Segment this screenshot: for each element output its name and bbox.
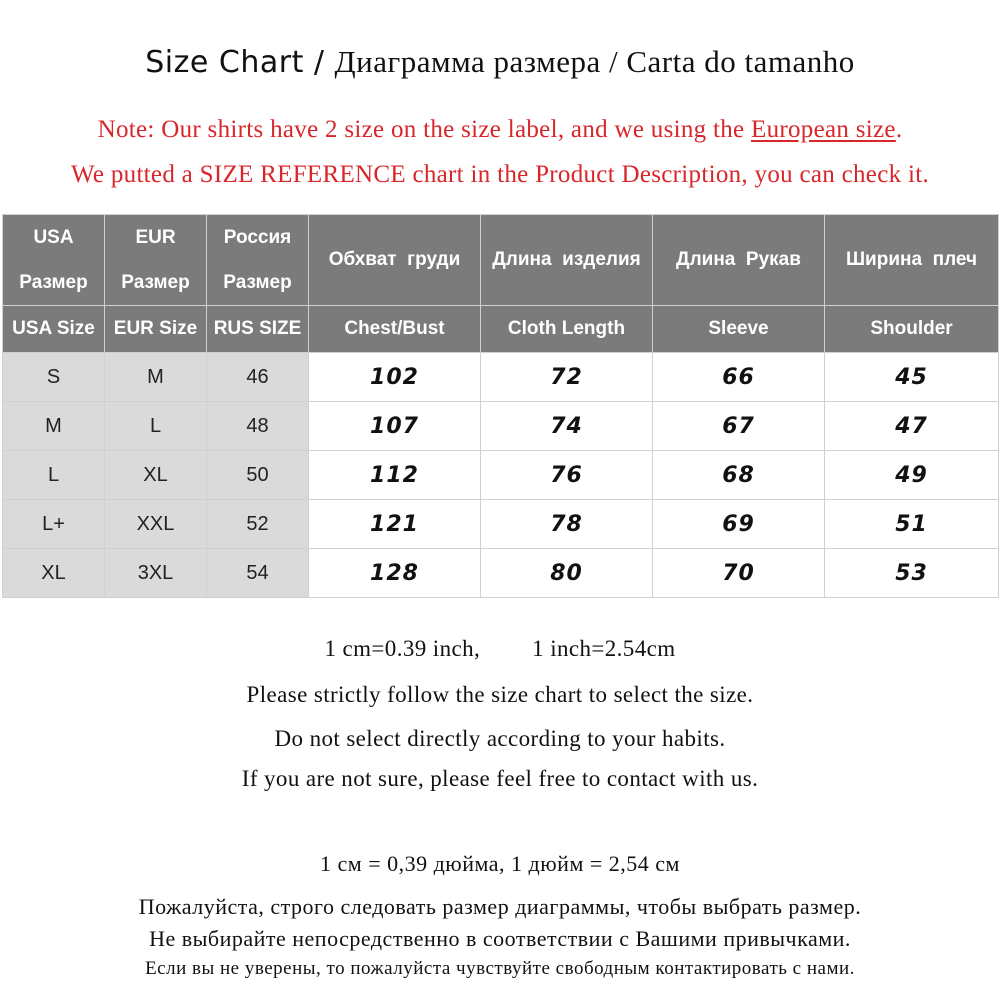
cell-rus: 48 xyxy=(207,402,309,451)
cell-usa: M xyxy=(3,402,105,451)
conversion-en xyxy=(0,636,1000,662)
header-chest: Обхват груди xyxy=(309,215,481,306)
cell-shoulder: 47 xyxy=(825,402,999,451)
cell-shoulder: 51 xyxy=(825,500,999,549)
table-row xyxy=(3,451,999,500)
cell-eur: XXL xyxy=(105,500,207,549)
note-line-1 xyxy=(0,116,1000,144)
header-usa-line1: USA xyxy=(33,227,74,248)
header-usa xyxy=(3,215,105,306)
title-en: Size Chart / xyxy=(145,45,335,80)
subheader-rus-size: RUS SIZE xyxy=(207,306,309,353)
cell-sleeve: 70 xyxy=(653,549,825,598)
header-sleeve: Длина Рукав xyxy=(653,215,825,306)
cell-length: 80 xyxy=(481,549,653,598)
header-eur-line1: EUR xyxy=(135,227,176,248)
conversion-inch-cm: 1 inch=2.54cm xyxy=(532,636,676,661)
cell-shoulder: 53 xyxy=(825,549,999,598)
header-eur-line2: Размер xyxy=(121,272,190,293)
cell-length: 74 xyxy=(481,402,653,451)
cell-length: 72 xyxy=(481,353,653,402)
note-line-1-post: . xyxy=(895,116,903,143)
subheader-length: Cloth Length xyxy=(481,306,653,353)
note-line-1-pre: Note: Our shirts have 2 size on the size label, and we using the xyxy=(97,116,751,143)
cell-rus: 50 xyxy=(207,451,309,500)
header-eur xyxy=(105,215,207,306)
subheader-shoulder: Shoulder xyxy=(825,306,999,353)
size-chart-table xyxy=(2,214,999,598)
cell-chest: 112 xyxy=(309,451,481,500)
cell-chest: 121 xyxy=(309,500,481,549)
note-line-2: We putted a SIZE REFERENCE chart in the Product Description, you can check it. xyxy=(71,161,929,188)
cell-sleeve: 68 xyxy=(653,451,825,500)
conversion-ru: 1 см = 0,39 дюйма, 1 дюйм = 2,54 см xyxy=(320,851,680,876)
instruction-ru-2: Не выбирайте непосредственно в соответствии с Вашими привычками. xyxy=(149,926,851,951)
instruction-en-2: Do not select directly according to your habits. xyxy=(274,726,726,751)
subheader-usa-size: USA Size xyxy=(3,306,105,353)
cell-usa: S xyxy=(3,353,105,402)
cell-chest: 107 xyxy=(309,402,481,451)
cell-eur: 3XL xyxy=(105,549,207,598)
cell-rus: 54 xyxy=(207,549,309,598)
header-ru-line1: Россия xyxy=(223,227,292,248)
cell-length: 78 xyxy=(481,500,653,549)
subheader-eur-size: EUR Size xyxy=(105,306,207,353)
cell-sleeve: 69 xyxy=(653,500,825,549)
cell-usa: XL xyxy=(3,549,105,598)
instruction-ru-3: Если вы не уверены, то пожалуйста чувствуйте свободным контактировать с нами. xyxy=(145,958,855,979)
header-shoulder: Ширина плеч xyxy=(825,215,999,306)
cell-usa: L xyxy=(3,451,105,500)
cell-sleeve: 66 xyxy=(653,353,825,402)
cell-rus: 52 xyxy=(207,500,309,549)
subheader-chest: Chest/Bust xyxy=(309,306,481,353)
cell-chest: 128 xyxy=(309,549,481,598)
table-row xyxy=(3,549,999,598)
cell-shoulder: 49 xyxy=(825,451,999,500)
european-size-link: European size xyxy=(751,116,896,143)
table-row xyxy=(3,500,999,549)
table-row xyxy=(3,353,999,402)
cell-eur: XL xyxy=(105,451,207,500)
instruction-en-1: Please strictly follow the size chart to select the size. xyxy=(246,682,754,707)
cell-shoulder: 45 xyxy=(825,353,999,402)
table-row xyxy=(3,402,999,451)
cell-rus: 46 xyxy=(207,353,309,402)
subheader-sleeve: Sleeve xyxy=(653,306,825,353)
title-ru: Диаграмма размера / Carta do tamanho xyxy=(334,44,855,79)
cell-usa: L+ xyxy=(3,500,105,549)
header-ru-line2: Размер xyxy=(223,272,292,293)
header-length: Длина изделия xyxy=(481,215,653,306)
page-title xyxy=(0,44,1000,80)
header-usa-line2: Размер xyxy=(19,272,88,293)
instruction-ru-1: Пожалуйста, строго следовать размер диаграммы, чтобы выбрать размер. xyxy=(138,894,862,919)
cell-length: 76 xyxy=(481,451,653,500)
cell-eur: L xyxy=(105,402,207,451)
cell-eur: M xyxy=(105,353,207,402)
cell-chest: 102 xyxy=(309,353,481,402)
header-ru xyxy=(207,215,309,306)
cell-sleeve: 67 xyxy=(653,402,825,451)
instruction-en-3: If you are not sure, please feel free to contact with us. xyxy=(241,766,759,791)
conversion-cm-inch: 1 cm=0.39 inch, xyxy=(324,636,481,661)
